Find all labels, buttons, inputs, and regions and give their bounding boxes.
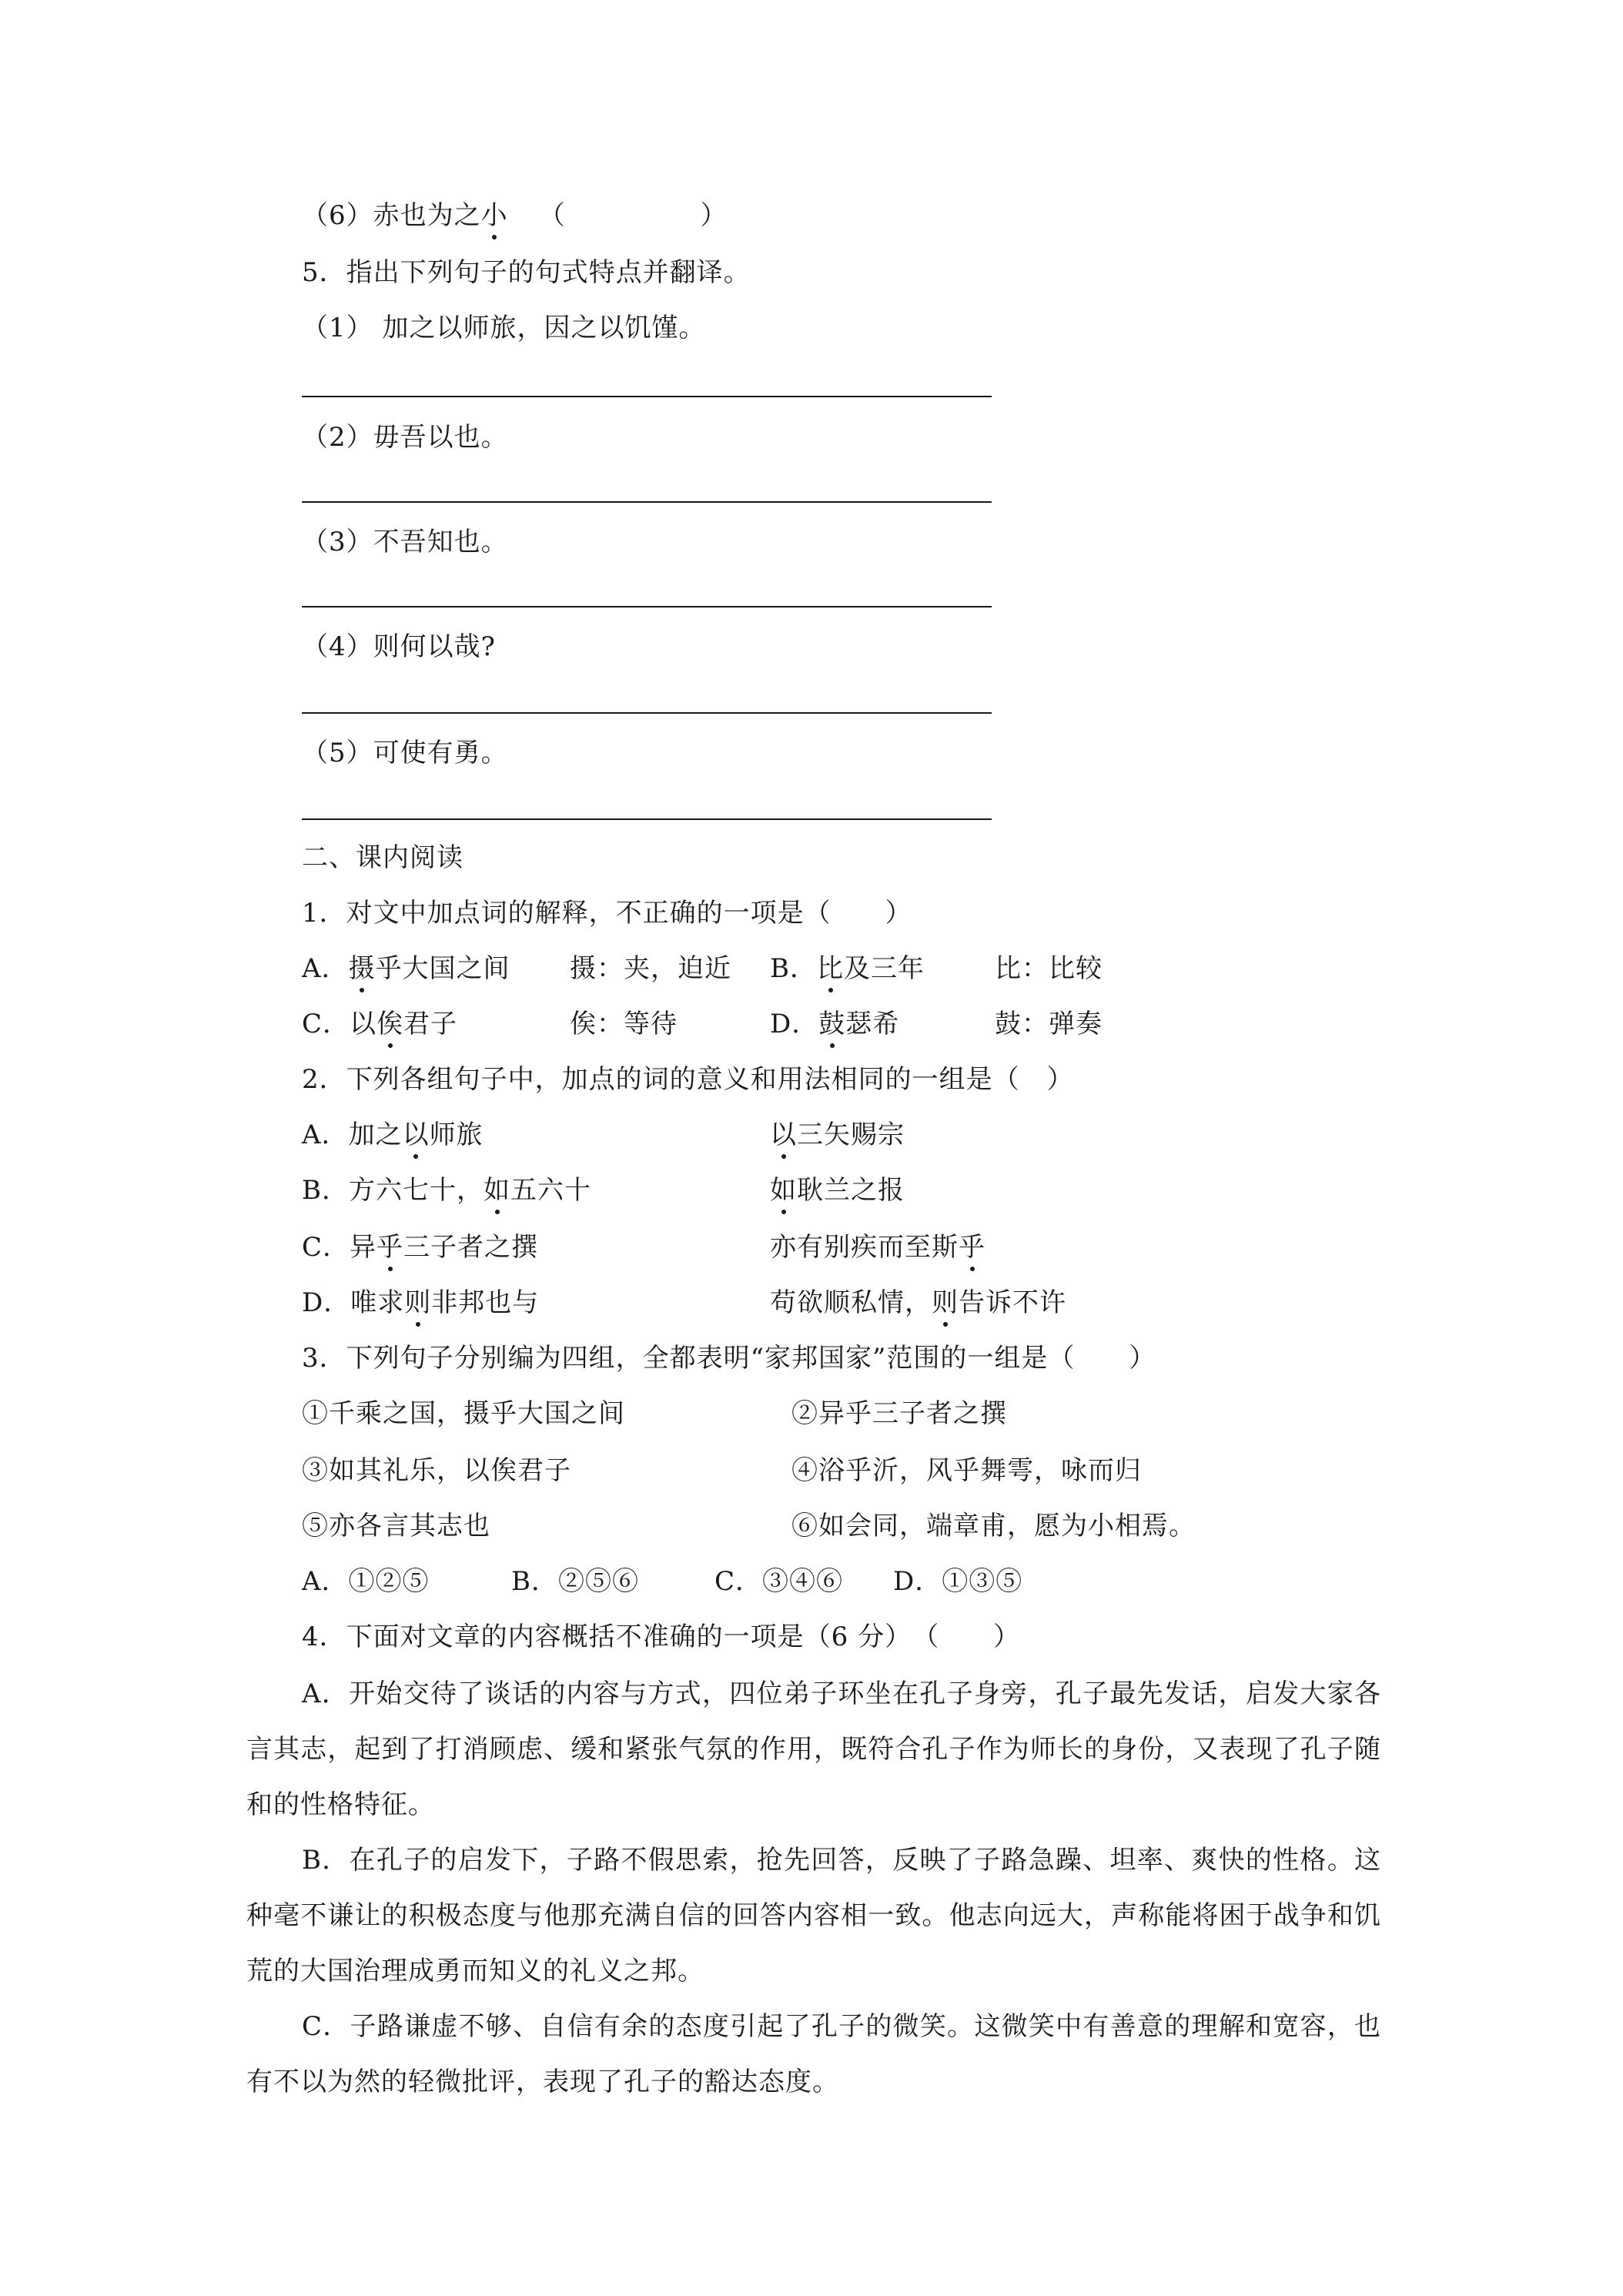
option-label: A． [302,1120,349,1150]
option-label: B． [302,1175,349,1206]
option-text: 君子 [403,1009,458,1039]
section-heading: 二、课内阅读 [302,842,463,873]
item-text: （6）赤也为之 [302,200,481,231]
answer-line-1[interactable] [302,396,992,397]
answer-line-2[interactable] [302,501,992,503]
r2-row-c-right [770,1230,986,1264]
r1-option-b[interactable] [770,952,925,986]
r4-option-b[interactable]: B．在孔子的启发下，子路不假思索，抢先回答，反映了子路急躁、坦率、爽快的性格。这种毫不谦让的积极态度与他那充满自信的回答内容相一致。他志向远大，声称能将困于战争和饥荒的大国治理成勇而知义的礼义之邦。 [246,1845,1381,1986]
dotted-char: 以 [402,1120,430,1150]
answer-line-4[interactable] [302,712,992,714]
dotted-char: 则 [404,1287,432,1318]
r3-sentence-6: ⑥如会同，端章甫，愿为小相焉。 [791,1511,1196,1541]
option-text: 亦有别疾而至斯 [770,1232,959,1263]
r1-gloss-b: 比：比较 [995,953,1103,984]
dotted-char: 以 [770,1120,797,1150]
option-text: 耿兰之报 [797,1175,905,1206]
option-text: 告诉不许 [959,1287,1066,1318]
r2-row-d-right [770,1286,1066,1320]
option-label: C． [302,1232,350,1263]
r2-row-b-left[interactable] [302,1173,591,1207]
r3-sentence-1: ①千乘之国，摄乎大国之间 [302,1398,625,1429]
dotted-char: 如 [484,1175,510,1206]
q5-item-3: （3）不吾知也。 [302,527,508,557]
option-text: 三矢赐宗 [797,1120,905,1150]
r2-row-c-left[interactable] [302,1230,538,1264]
option-label: A． [302,953,349,984]
r1-gloss-c: 俟：等待 [570,1009,678,1039]
dotted-char: 比 [817,953,844,984]
dotted-char: 则 [932,1287,959,1318]
r1-gloss-d: 鼓：弹奏 [995,1009,1103,1039]
dotted-char: 俟 [376,1009,404,1039]
r3-option-b[interactable]: B．②⑤⑥ [511,1566,639,1597]
r4-option-c[interactable]: C．子路谦虚不够、自信有余的态度引起了孔子的微笑。这微笑中有善意的理解和宽容，也有不以为然的轻微批评，表现了孔子的豁达态度。 [246,2011,1381,2097]
r3-sentence-2: ②异乎三子者之撰 [791,1398,1007,1429]
option-text: 五六十 [510,1175,591,1206]
option-text: 瑟希 [845,1009,900,1039]
q5-item-5: （5）可使有勇。 [302,738,508,768]
dotted-char: 乎 [376,1232,404,1263]
option-label: D． [302,1287,351,1318]
r3-sentence-3: ③如其礼乐，以俟君子 [302,1455,571,1486]
r2-row-b-right [770,1173,905,1207]
answer-line-3[interactable] [302,606,992,607]
r2-row-d-left[interactable] [302,1286,539,1320]
option-label: B． [770,953,817,984]
r1-gloss-a: 摄：夹，迫近 [570,953,731,984]
option-text: 苟欲顺私情， [770,1287,932,1318]
r1-question: 1．对文中加点词的解释，不正确的一项是（ ） [302,898,912,929]
dotted-char: 乎 [959,1232,986,1263]
r4-question: 4．下面对文章的内容概括不准确的一项是（6 分） （ ） [302,1622,1021,1652]
r3-sentence-5: ⑤亦各言其志也 [302,1511,490,1541]
r3-option-a[interactable]: A．①②⑤ [302,1566,430,1597]
answer-blank[interactable]: （ ） [538,200,728,231]
option-text: 及三年 [844,953,925,984]
option-text: 唯求 [350,1287,405,1318]
option-text: 以 [350,1009,377,1039]
option-text: 方六七十， [349,1175,484,1206]
r3-option-d[interactable]: D．①③⑤ [893,1566,1023,1597]
option-text: 异 [350,1232,377,1263]
dotted-char: 小 [480,200,508,231]
r2-row-a-right [770,1118,905,1152]
r1-option-d[interactable] [770,1007,899,1041]
q5-item-1: （1） 加之以师旅，因之以饥馑。 [302,313,706,343]
option-label: D． [770,1009,819,1039]
answer-line-5[interactable] [302,818,992,820]
option-label: C． [302,1009,350,1039]
r2-question: 2．下列各组句子中，加点的词的意义和用法相同的一组是（ ） [302,1064,1074,1095]
r3-sentence-4: ④浴乎沂，风乎舞雩，咏而归 [791,1455,1142,1486]
option-text: 非邦也与 [431,1287,540,1318]
q5-item-2: （2）毋吾以也。 [302,422,508,453]
q4-item-6 [302,199,728,233]
dotted-char: 如 [770,1175,797,1206]
r1-option-c[interactable] [302,1007,457,1041]
option-text: 师旅 [429,1120,484,1150]
option-text: 加之 [348,1120,403,1150]
r3-question: 3．下列句子分别编为四组，全都表明“家邦国家”范围的一组是（ ） [302,1343,1156,1374]
r4-option-a[interactable]: A．开始交待了谈话的内容与方式，四位弟子环坐在孔子身旁，孔子最先发话，启发大家各言其志，起到了打消顾虑、缓和紧张气氛的作用，既符合孔子作为师长的身份，又表现了孔子随和的性格特征。 [246,1678,1381,1820]
q5-title: 5．指出下列句子的句式特点并翻译。 [302,257,751,288]
option-text: 乎大国之间 [375,953,510,984]
option-text: 三子者之撰 [403,1232,539,1263]
r1-option-a[interactable] [302,952,510,986]
dotted-char: 鼓 [818,1009,846,1039]
r3-option-c[interactable]: C．③④⑥ [714,1566,844,1597]
dotted-char: 摄 [348,953,376,984]
q5-item-4: （4）则何以哉? [302,631,496,662]
r2-row-a-left[interactable] [302,1118,484,1152]
